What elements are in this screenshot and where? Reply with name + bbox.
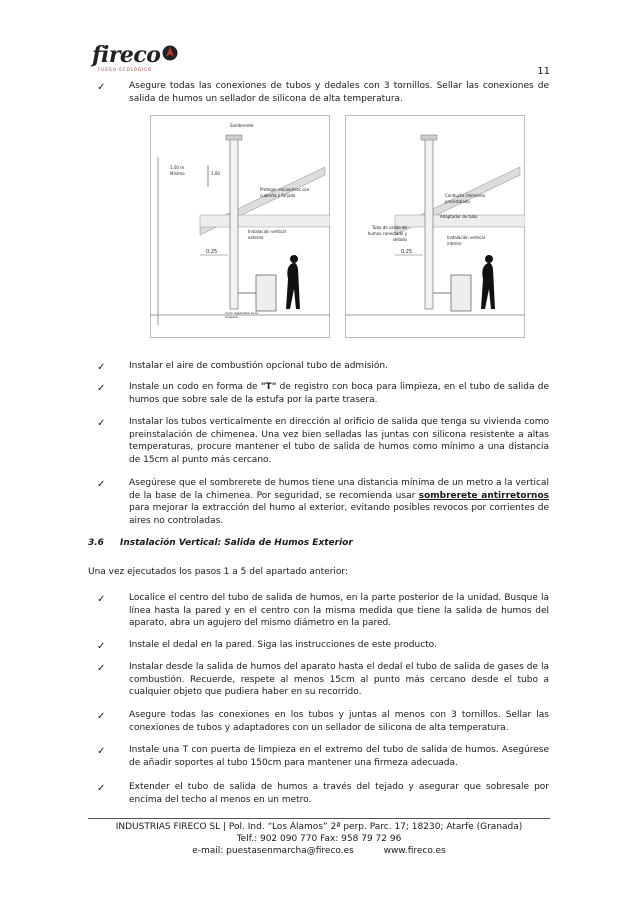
step-text: Localice el centro del tubo de salida de humos, en la parte posterior de la unidad. Busque la línea hasta la pared y en el centro con la misma medida que tiene la salida de humos del aparato, abra un agujero del mismo diámetro en la pared. [129,593,549,628]
check-icon: ✓ [97,663,106,674]
figure-exterior-installation [150,115,330,338]
bullet-top-text: Asegure todas las conexiones de tubos y dedales con 3 tornillos. Sellar las conexiones de salida de humos un sellador de silicona de alta temperatura. [129,81,549,104]
step-text: Instale el dedal en la pared. Siga las instrucciones de este producto. [129,640,437,650]
check-icon: ✓ [97,418,106,429]
label-sombrerete: Sombrerete [230,123,254,128]
label-instalacion: Instalación vertical interior [447,235,485,246]
footer-address: INDUSTRIAS FIRECO SL | Pol. Ind. “Los Álamos” 2ª perp. Parc. 17; 18230; Atarfe (Granada) [115,822,523,832]
bullet-text: Instale un codo en forma de "T" de registro con boca para limpieza, en el tubo de salida de humos que sobre sale de la estufa por la parte trasera. [129,382,549,405]
exterior-diagram [150,115,330,338]
company-logo [92,42,192,76]
step-text: Instale una T con puerta de limpieza en el extremo del tubo de salida de humos. Asegúrese de añadir soportes al tubo 150cm para mantener una firmeza adecuada. [129,745,549,768]
bullet-text: Asegúrese que el sombrerete de humos tiene una distancia mínima de un metro a la vertical de la base de la chimenea. Por seguridad, se recomienda usar sombrerete antirretornos para mejorar la extracción del humo al exterior, evitando posibles revocos por corrientes de aires no controladas. [129,478,549,526]
logo-text: fireco [92,42,161,68]
label-adaptador: Adaptador de tubo [440,214,478,219]
logo-subtitle: FUEGO ECOLÓGICO [98,67,153,72]
bullet-text: Instalar el aire de combustión opcional tubo de admisión. [129,361,388,371]
section-number: 3.6 [88,538,104,548]
label-distance: 0,25 [206,249,218,255]
label-min: 1,00 m Mínimo [170,165,185,176]
check-icon: ✓ [97,82,106,93]
check-icon: ✓ [97,711,106,722]
step-text: Asegure todas las conexiones en los tubos y juntas al menos con 3 tornillos. Sellar las conexiones de tubos y adaptadores con un sellador de silicona de alta temperatura. [129,710,549,733]
step-text: Instalar desde la salida de humos del aparato hasta el dedal el tubo de salida de gases de la combustión. Recuerde, respete al menos 15cm al punto más cercano desde el tubo a cualquier objeto que pudiera haber en su recorrido. [129,662,549,697]
footer-phone: Telf.: 902 090 770 Fax: 958 79 72 96 [236,834,402,844]
check-icon: ✓ [97,362,106,373]
check-icon: ✓ [97,383,106,394]
bullet-text: Instalar los tubos verticalmente en dirección al orificio de salida que tenga su vivienda como preinstalación de chimenea. Una vez bien selladas las juntas con silicona resistente a altas temperaturas, procure mantener el tubo de salida de humos como mínimo a una distancia de 15cm al punto más cercano. [129,417,549,465]
label-registro: Codo registrable boca limpieza [225,311,258,319]
check-icon: ✓ [97,783,106,794]
flame-logo-icon [162,44,178,62]
intro-text: Una vez ejecutados los pasos 1 a 5 del apartado anterior: [88,567,348,577]
label-instalacion: Instalación vertical exterior [248,229,286,240]
figure-interior-installation [345,115,525,338]
label-conducto: Conducto chimenea preinstalada [445,193,485,204]
page-number: 11 [537,66,550,77]
check-icon: ✓ [97,641,106,652]
footer-divider [88,818,550,819]
check-icon: ✓ [97,594,106,605]
footer-email[interactable]: e-mail: puestasenmarcha@fireco.es [192,846,354,856]
check-icon: ✓ [97,746,106,757]
section-title: Instalación Vertical: Salida de Humos Exterior [120,538,353,548]
footer-contact [88,845,550,857]
check-icon: ✓ [97,479,106,490]
label-proteger: Proteger encuentros con cubierta y forjado [260,187,310,198]
footer-website[interactable]: www.fireco.es [383,846,446,856]
step-text: Extender el tubo de salida de humos a través del tejado y asegurar que sobresale por encima del techo al menos en un metro. [129,782,549,805]
label-dimension: 1,00 [211,171,220,176]
label-tubo: Tubo de salida de humos conectado y sellado [367,225,407,242]
section-heading [88,538,353,548]
label-distance: 0,25 [401,249,413,255]
